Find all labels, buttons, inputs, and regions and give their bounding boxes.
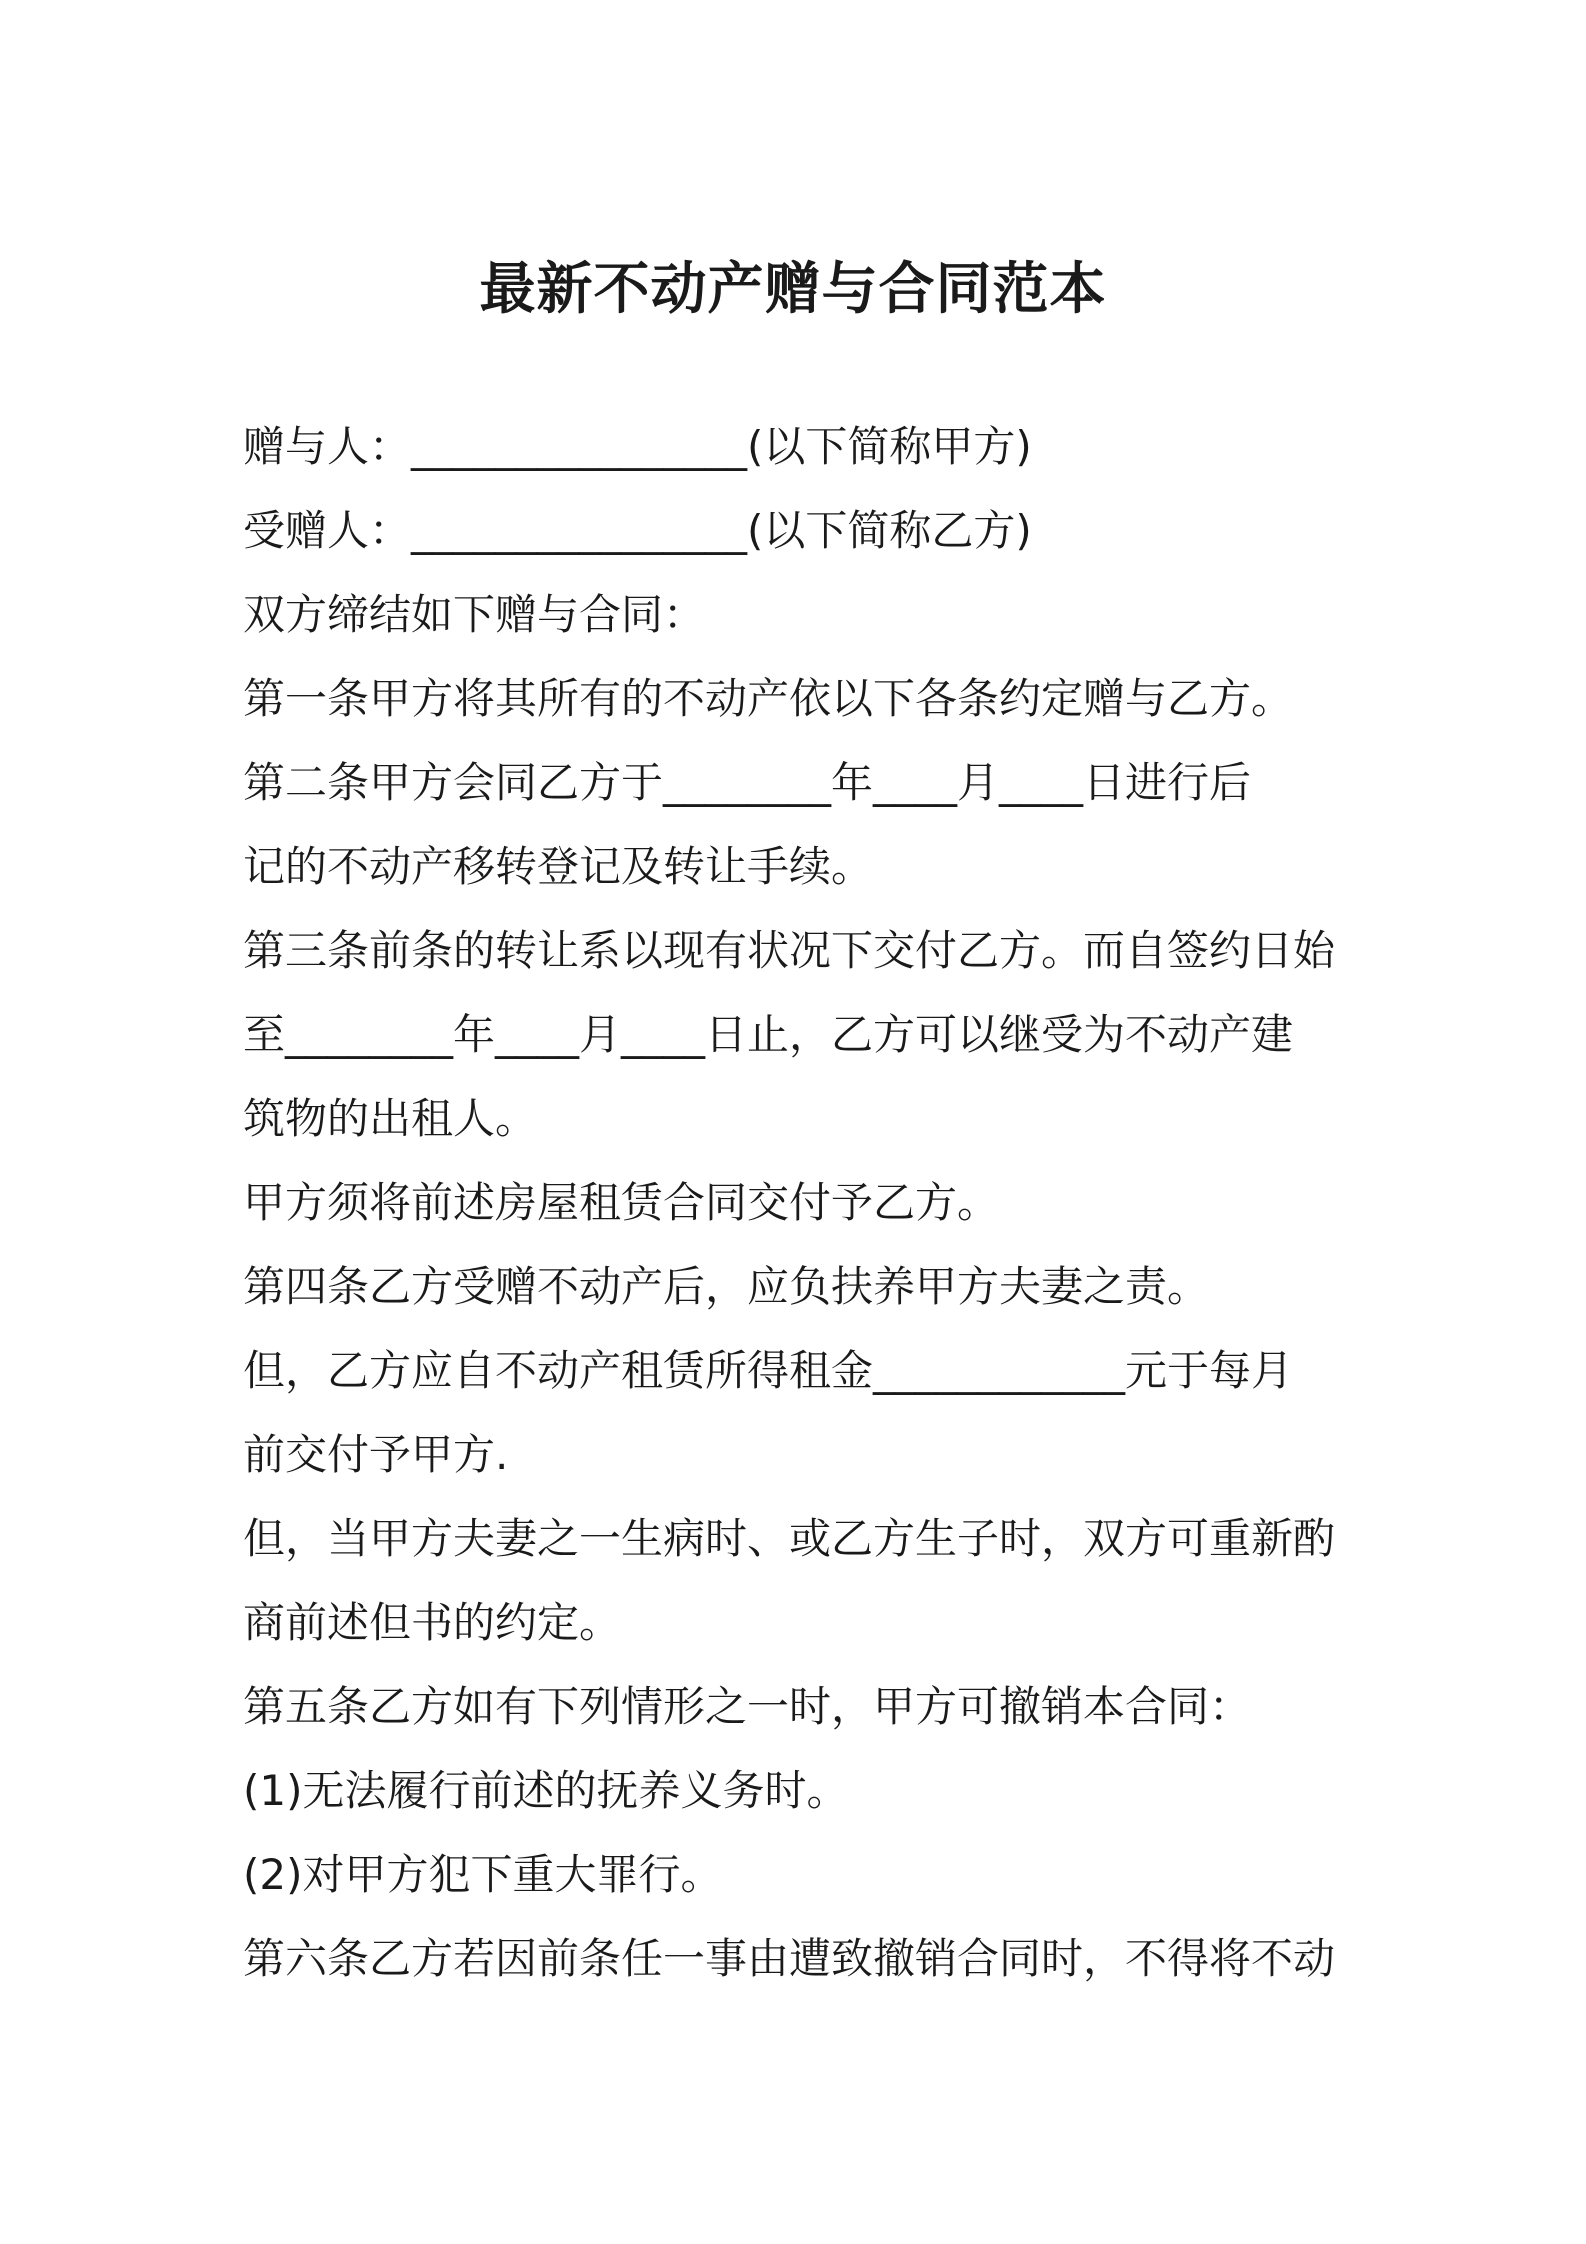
article-3-line-3: 筑物的出租人。	[243, 1094, 538, 1143]
document-title: 最新不动产赠与合同范本	[479, 257, 1107, 322]
document-body	[243, 405, 1358, 2001]
renegotiation-line-1: 但，当甲方夫妻之一生病时、或乙方生子时，双方可重新酌	[243, 1514, 1336, 1563]
lease-handover-line: 甲方须将前述房屋租赁合同交付予乙方。	[243, 1178, 1000, 1227]
rent-proviso-line-2: 前交付予甲方.	[243, 1430, 509, 1479]
donee-line: 受赠人：________________(以下简称乙方)	[243, 506, 1032, 555]
agreement-intro: 双方缔结如下赠与合同：	[243, 590, 706, 639]
article-4: 第四条乙方受赠不动产后，应负扶养甲方夫妻之责。	[243, 1262, 1210, 1311]
article-3-line-1: 第三条前条的转让系以现有状况下交付乙方。而自签约日始	[243, 926, 1336, 975]
article-1: 第一条甲方将其所有的不动产依以下各条约定赠与乙方。	[243, 674, 1294, 723]
article-2-line-2: 记的不动产移转登记及转让手续。	[243, 842, 874, 891]
article-6-line-1: 第六条乙方若因前条任一事由遭致撤销合同时，不得将不动	[243, 1934, 1336, 1983]
donor-line: 赠与人：________________(以下简称甲方)	[243, 422, 1032, 471]
rent-proviso-line-1: 但，乙方应自不动产租赁所得租金____________元于每月	[243, 1346, 1294, 1395]
article-5-item-2: (2)对甲方犯下重大罪行。	[243, 1850, 723, 1899]
renegotiation-line-2: 商前述但书的约定。	[243, 1598, 622, 1647]
article-5-item-1: (1)无法履行前述的抚养义务时。	[243, 1766, 849, 1815]
article-5: 第五条乙方如有下列情形之一时，甲方可撤销本合同：	[243, 1682, 1252, 1731]
article-3-line-2: 至________年____月____日止，乙方可以继受为不动产建	[243, 1010, 1294, 1059]
article-2-line-1: 第二条甲方会同乙方于________年____月____日进行后	[243, 758, 1252, 807]
